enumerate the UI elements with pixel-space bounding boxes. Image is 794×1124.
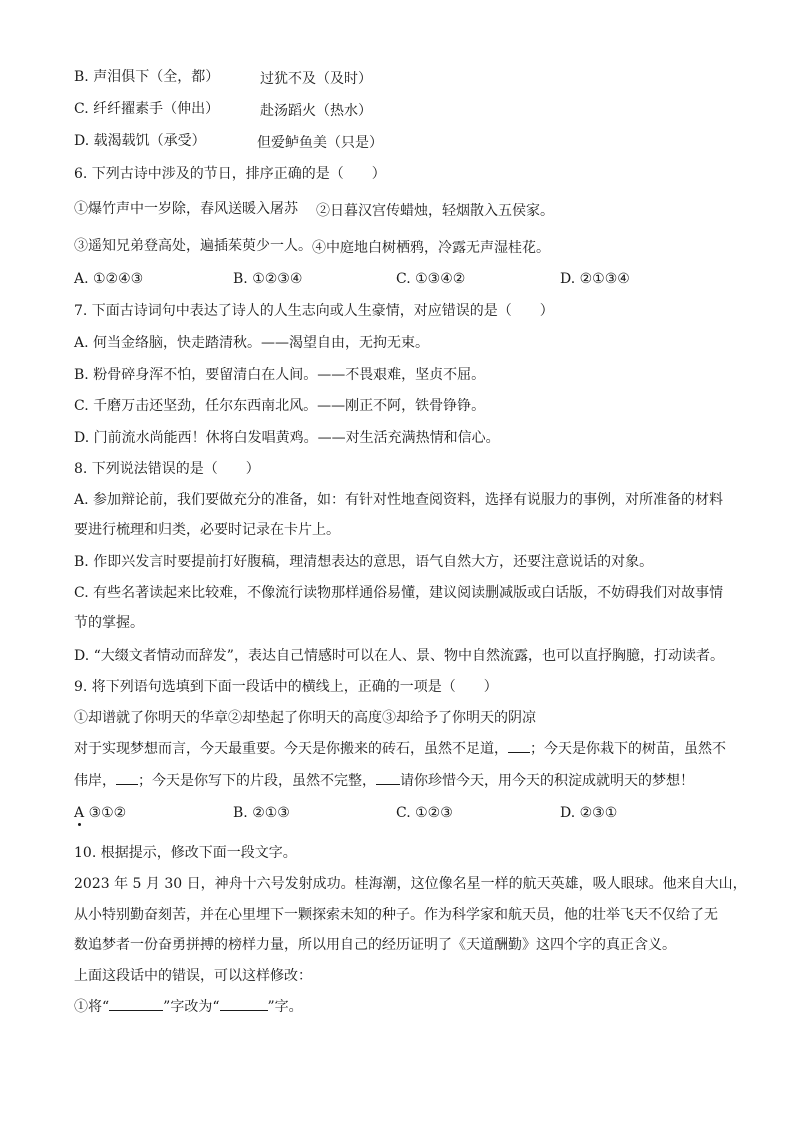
q9-blank-2[interactable]: [116, 784, 138, 785]
q5-option-b-right: 过犹不及（及时）: [260, 71, 372, 87]
q6-poem-2: ②日暮汉宫传蜡烛，轻烟散入五侯家。: [316, 203, 554, 219]
q9-passage-2b: ；今天是你写下的片段，虽然不完整，: [138, 773, 376, 789]
q8-option-a-line1: A. 参加辩论前，我们要做充分的准备，如：有针对性地查阅资料，选择有说服力的事例，对所准备的材料: [74, 492, 724, 508]
q9-option-a-text: ③①②: [88, 805, 127, 821]
q6-poem-3: ③遥知兄弟登高处，遍插茱萸少一人。: [74, 238, 312, 254]
q8-option-d: D. “大缀文者情动而辞发”，表达自己情感时可以在人、景、物中自然流露，也可以直抒胸臆，打动读者。: [74, 648, 724, 664]
q5-option-d-left: D. 载渴载饥（承受）: [74, 133, 206, 149]
q9-choices: ①却谱就了你明天的华章②却垫起了你明天的高度③却给予了你明天的阴凉: [74, 710, 536, 726]
q10-passage-line2: 从小特别勤奋刻苦，并在心里埋下一颗探索未知的种子。作为科学家和航天员，他的壮举飞天不仅给了无: [74, 907, 718, 923]
q5-option-b: [74, 68, 219, 86]
q8-stem: 8. 下列说法错误的是（ ）: [74, 461, 260, 477]
q5-option-d-right: 但爱鲈鱼美（只是）: [257, 135, 383, 151]
q5-option-d: [74, 132, 206, 150]
q9-stem: 9. 将下列语句选填到下面一段话中的横线上，正确的一项是（ ）: [74, 679, 498, 695]
q9-option-a: [74, 804, 126, 822]
q9-passage-1b: ；今天是你栽下的树苗，虽然不: [530, 741, 726, 757]
q10-blank-corrected[interactable]: [220, 1010, 268, 1011]
q7-option-a: A. 何当金络脑，快走踏清秋。——渴望自由，无拘无束。: [74, 335, 430, 351]
q7-option-d: D. 门前流水尚能西！休将白发唱黄鸡。——对生活充满热情和信心。: [74, 430, 500, 446]
q6-stem: 6. 下列古诗中涉及的节日，排序正确的是（ ）: [74, 166, 386, 182]
q8-option-b: B. 作即兴发言时要提前打好腹稿，理清想表达的意思，语气自然大方，还要注意说话的对象。: [74, 554, 654, 570]
q7-stem: 7. 下面古诗词句中表达了诗人的人生志向或人生豪情，对应错误的是（ ）: [74, 303, 554, 319]
q9-passage-line2: [74, 772, 694, 790]
q10-passage-line3: 数追梦者一份奋勇拼搏的榜样力量，所以用自己的经历证明了《天道酬勤》这四个字的真正含义。: [74, 937, 676, 953]
q5-option-b-left: B. 声泪俱下（全，都）: [74, 69, 220, 85]
q6-poem-1: ①爆竹声中一岁除，春风送暖入屠苏: [74, 201, 298, 217]
q9-option-b: B. ②①③: [233, 805, 290, 821]
q10-fix-a: ①将“: [74, 999, 110, 1015]
q8-option-a-line2: 要进行梳理和归类，必要时记录在卡片上。: [74, 522, 340, 538]
q10-fix-b: ”字改为“: [163, 999, 220, 1015]
q5-option-c-right: 赴汤蹈火（热水）: [260, 103, 372, 119]
q10-stem: 10. 根据提示，修改下面一段文字。: [74, 845, 297, 861]
q9-passage-2a: 伟岸，: [74, 773, 116, 789]
q9-passage-line1: [74, 740, 726, 758]
q10-blank-original[interactable]: [109, 1010, 163, 1011]
q6-option-d: D. ②①③④: [560, 271, 630, 287]
q9-blank-1[interactable]: [508, 752, 530, 753]
q7-option-b: B. 粉骨碎身浑不怕，要留清白在人间。——不畏艰难，坚贞不屈。: [74, 367, 486, 383]
q8-option-c-line1: C. 有些名著读起来比较难，不像流行读物那样通俗易懂，建议阅读删减版或白话版，不妨碍我们对故事情: [74, 585, 724, 601]
q9-option-a-letter: A: [74, 805, 85, 821]
q8-option-c-line2: 节的掌握。: [74, 615, 144, 631]
q10-fix-c: ”字。: [267, 999, 303, 1015]
q10-hint: 上面这段话中的错误，可以这样修改：: [74, 968, 312, 984]
q6-option-b: B. ①②③④: [233, 271, 303, 287]
q9-option-d: D. ②③①: [560, 805, 618, 821]
q9-blank-3[interactable]: [376, 784, 400, 785]
q10-passage-line1: 2023 年 5 月 30 日，神舟十六号发射成功。桂海潮，这位像名星一样的航天英雄，吸人眼球。他来自大山，: [74, 876, 747, 892]
q7-option-c: C. 千磨万击还坚劲，任尔东西南北风。——刚正不阿，铁骨铮铮。: [74, 398, 486, 414]
q6-option-a: A. ①②④③: [74, 271, 144, 287]
q9-passage-1a: 对于实现梦想而言，今天最重要。今天是你搬来的砖石，虽然不足道，: [74, 741, 508, 757]
q10-fix-line: [74, 998, 303, 1016]
q5-option-c-left: C. 纤纤擢素手（伸出）: [74, 101, 220, 117]
q6-poem-4: ④中庭地白树栖鸦，冷露无声湿桂花。: [312, 240, 550, 256]
q5-option-c: [74, 100, 219, 118]
q6-option-c: C. ①③④②: [396, 271, 466, 287]
q9-option-c: C. ①②③: [396, 805, 453, 821]
q9-passage-2c: 请你珍惜今天，用今天的积淀成就明天的梦想！: [400, 773, 694, 789]
